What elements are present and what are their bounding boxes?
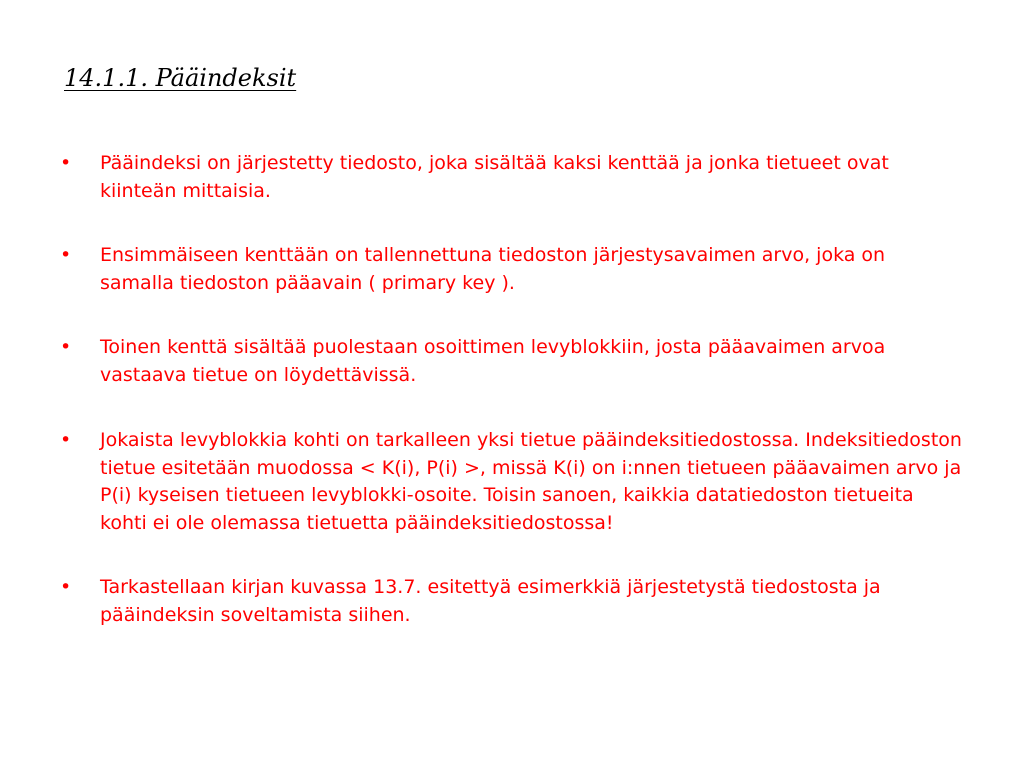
bullet-text: Jokaista levyblokkia kohti on tarkalleen yksi tietue pääindeksitiedostossa. Indeksitiedoston tietue esitetään muodossa < K(i), P(i) >, missä K(i) on i:nnen tietueen pääavaimen arvo ja P(i) kyseisen tietueen levyblokki-osoite. Toisin sanoen, kaikkia datatiedoston tietueita kohti ei ole olemassa tietuetta pääindeksitiedostossa! (100, 429, 962, 534)
bullet-icon: • (60, 244, 72, 266)
bullet-icon: • (60, 576, 72, 598)
bullet-icon: • (60, 336, 72, 358)
bullet-item (60, 334, 965, 389)
bullet-text: Ensimmäiseen kenttään on tallennettuna tiedoston järjestysavaimen arvo, joka on samalla tiedoston pääavain ( primary key ). (100, 244, 886, 294)
bullet-text: Pääindeksi on järjestetty tiedosto, joka sisältää kaksi kenttää ja jonka tietueet ovat kiinteän mittaisia. (100, 152, 889, 202)
bullet-item (60, 150, 965, 205)
bullet-text: Toinen kenttä sisältää puolestaan osoittimen levyblokkiin, josta pääavaimen arvoa vastaava tietue on löydettävissä. (100, 336, 886, 386)
bullet-item (60, 427, 965, 537)
bullet-item (60, 574, 965, 629)
slide-title: 14.1.1. Pääindeksit (64, 64, 297, 92)
bullet-icon: • (60, 429, 72, 451)
bullet-icon: • (60, 152, 72, 174)
bullet-item (60, 242, 965, 297)
bullet-text: Tarkastellaan kirjan kuvassa 13.7. esitettyä esimerkkiä järjestetystä tiedostosta ja pääindeksin soveltamista siihen. (100, 576, 881, 626)
bullet-list (60, 150, 965, 629)
